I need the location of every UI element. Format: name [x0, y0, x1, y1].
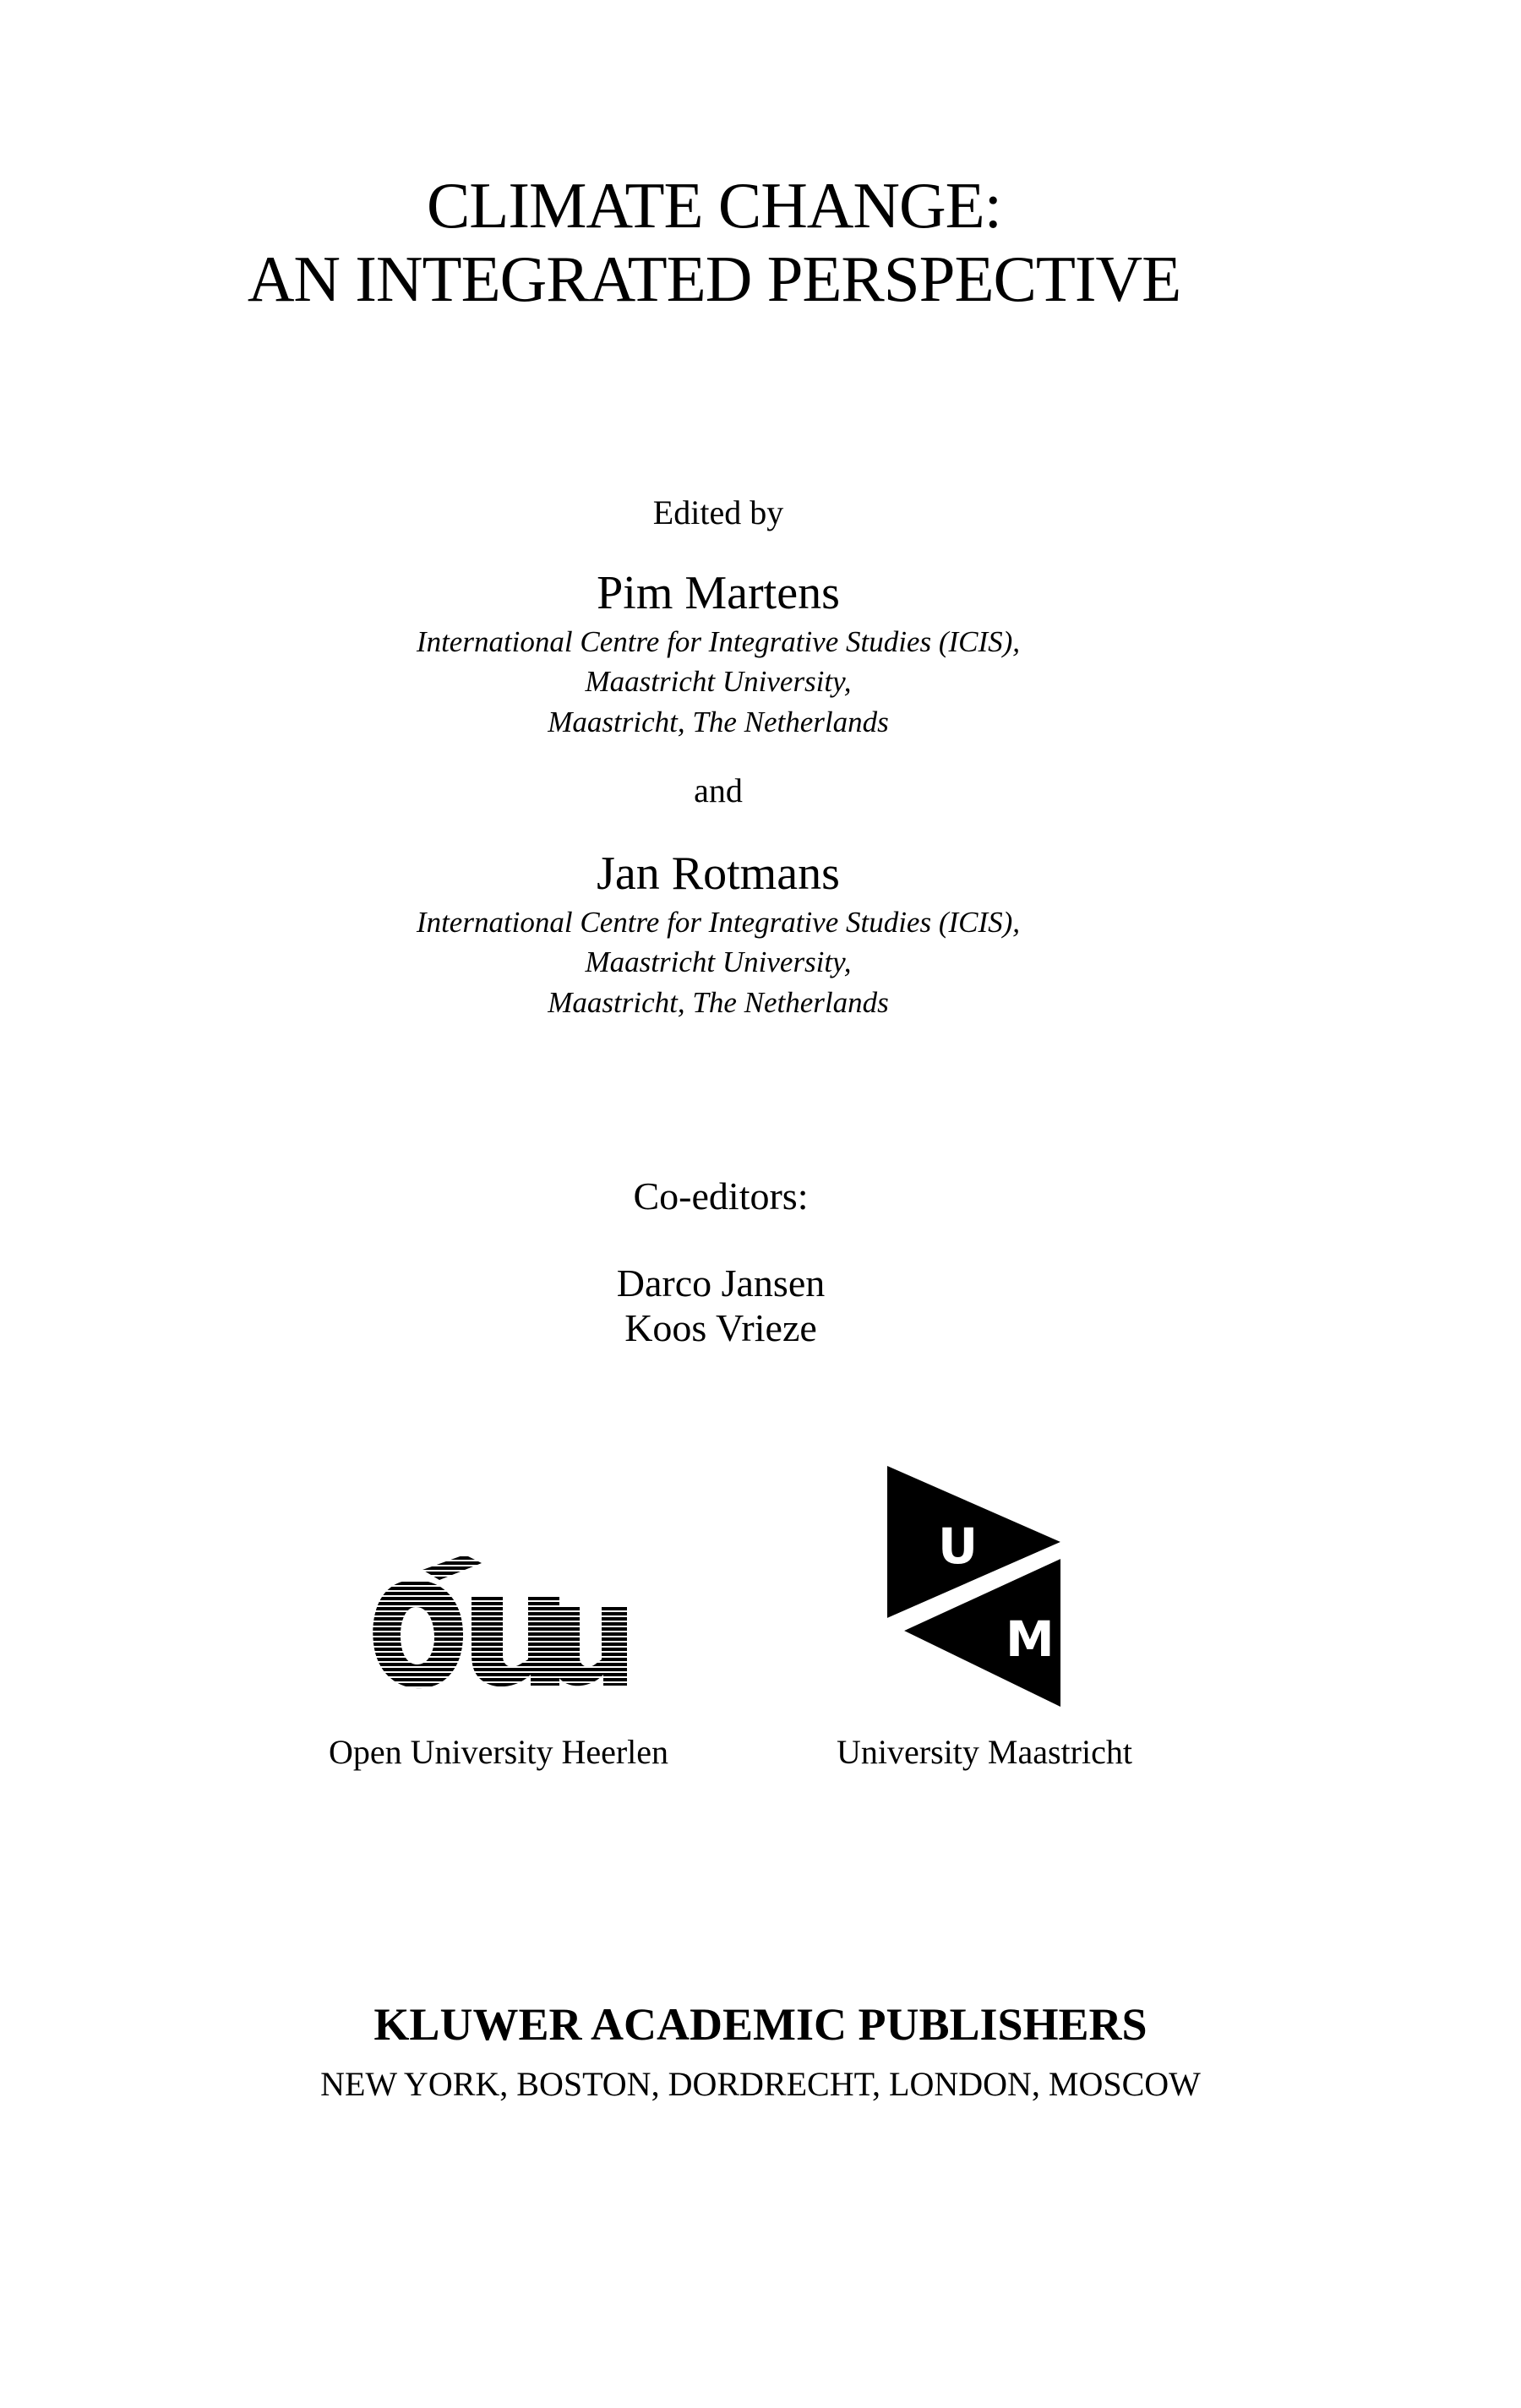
affiliation-line: Maastricht, The Netherlands: [548, 705, 889, 738]
affiliation-line: International Centre for Integrative Studies (ICIS),: [416, 625, 1021, 658]
publisher-cities: NEW YORK, BOSTON, DORDRECHT, LONDON, MOSCOW: [320, 2065, 1201, 2103]
ou-logo-label: Open University Heerlen: [328, 1733, 669, 1771]
um-logo: [879, 1462, 1082, 1707]
title-line-1: CLIMATE CHANGE:: [426, 169, 1002, 242]
editor-affiliation: [0, 622, 1436, 742]
publisher-name: KLUWER ACADEMIC PUBLISHERS: [373, 1999, 1148, 2050]
affiliation-line: Maastricht, The Netherlands: [548, 985, 889, 1019]
ou-logo: [363, 1546, 634, 1698]
coeditor-name: Darco Jansen: [616, 1261, 826, 1305]
affiliation-line: Maastricht University,: [585, 945, 852, 979]
editor-block-2: [0, 847, 1436, 1022]
affiliation-line: International Centre for Integrative Studies (ICIS),: [416, 906, 1021, 939]
affiliation-line: Maastricht University,: [585, 665, 852, 699]
book-title: [0, 169, 1428, 315]
and-label: and: [694, 771, 743, 809]
coeditors-list: [0, 1261, 1442, 1351]
um-logo-label: University Maastricht: [837, 1733, 1132, 1771]
title-line-2: AN INTEGRATED PERSPECTIVE: [247, 242, 1181, 315]
editor-affiliation: [0, 902, 1436, 1022]
editor-name: Pim Martens: [597, 567, 840, 619]
um-logo-icon: [879, 1462, 1082, 1707]
svg-text:M: M: [1006, 1610, 1055, 1668]
svg-text:U: U: [938, 1517, 979, 1575]
ou-logo-icon: [363, 1546, 634, 1698]
coeditor-name: Koos Vrieze: [624, 1305, 817, 1349]
coeditors-label: Co-editors:: [633, 1174, 809, 1218]
editor-block-1: [0, 566, 1436, 742]
editor-name: Jan Rotmans: [597, 847, 840, 900]
edited-by-label: Edited by: [652, 493, 784, 531]
